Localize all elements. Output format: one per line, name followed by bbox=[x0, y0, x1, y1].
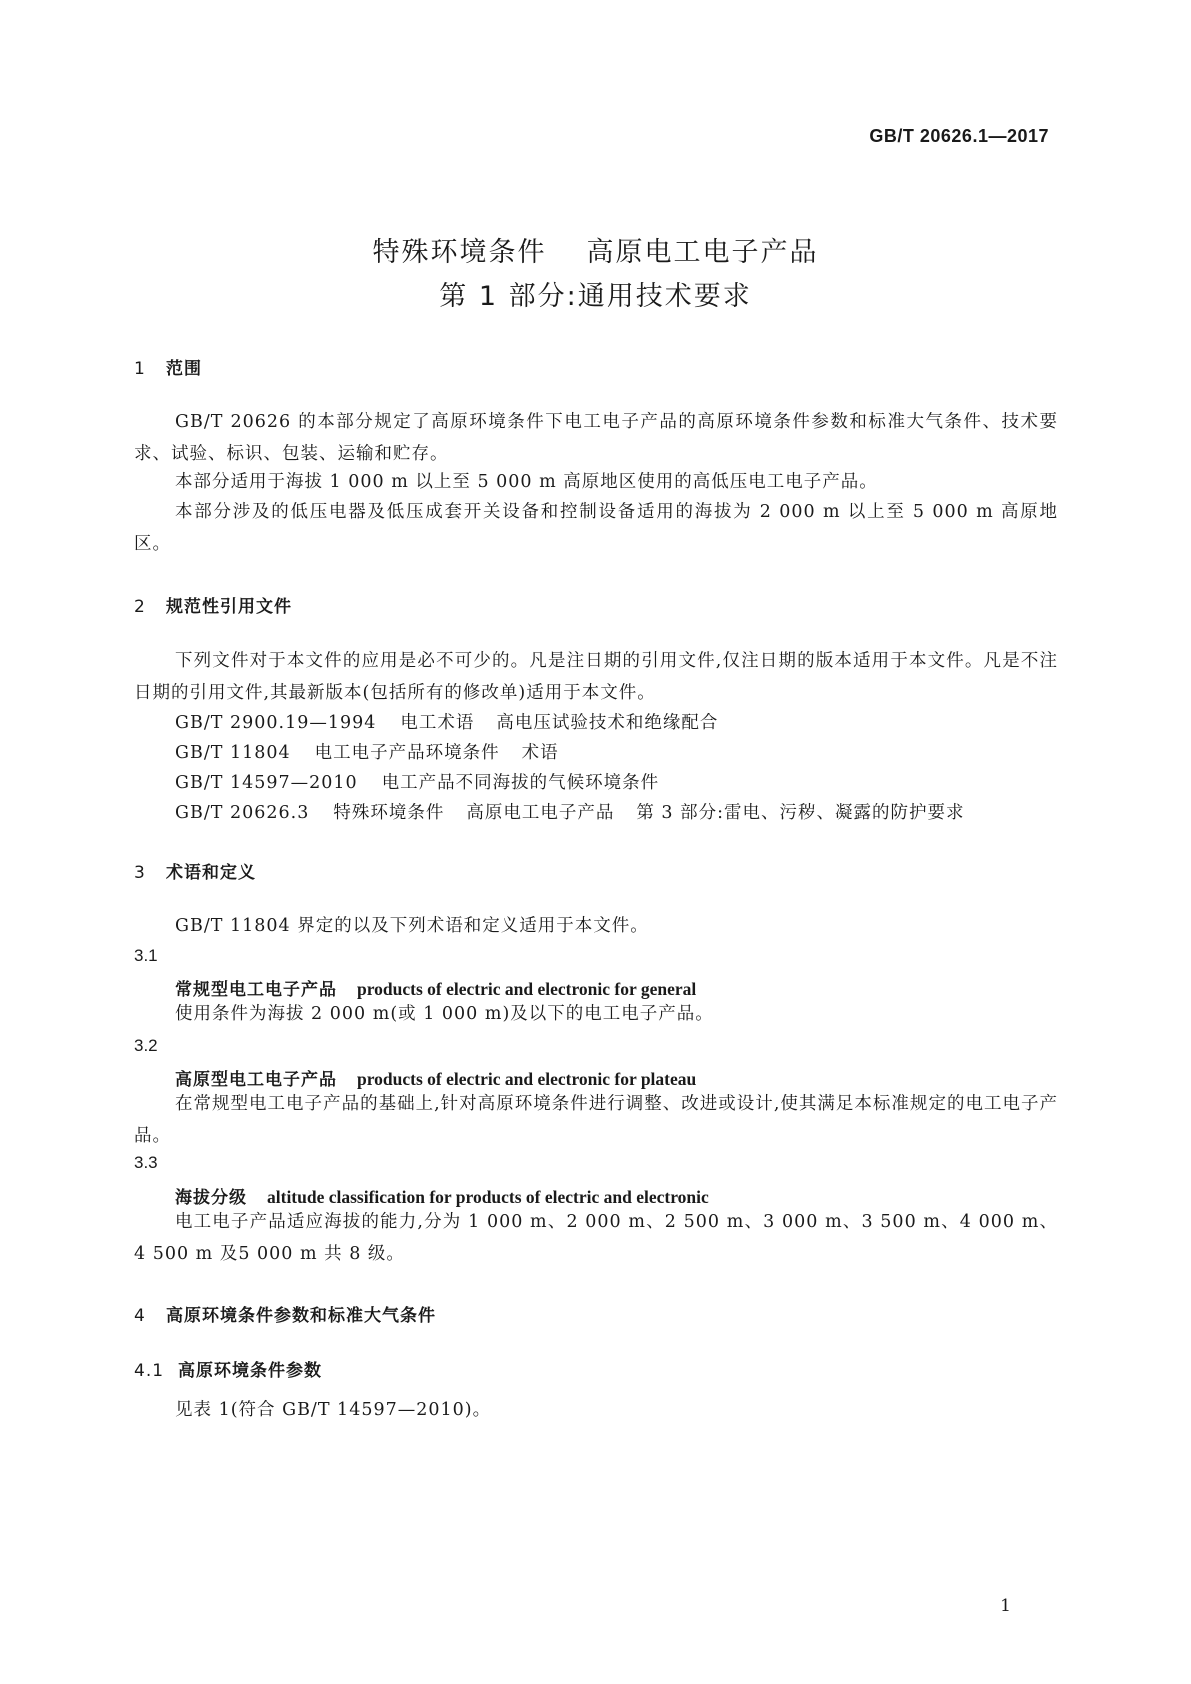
subsection-title: 高原环境条件参数 bbox=[178, 1361, 322, 1381]
term-number: 3.2 bbox=[134, 1036, 158, 1055]
standard-code: GB/T 20626.1—2017 bbox=[869, 126, 1049, 146]
document-title-line2: 第 1 部分:通用技术要求 bbox=[439, 281, 752, 312]
reference-title: 电工术语 bbox=[400, 713, 475, 733]
term-heading bbox=[175, 1183, 709, 1208]
reference-title: 特殊环境条件 bbox=[333, 803, 445, 823]
subsection-4-1-paragraph: 见表 1(符合 GB/T 14597—2010)。 bbox=[175, 1400, 492, 1420]
reference-code: GB/T 11804 bbox=[175, 743, 291, 763]
section-title: 术语和定义 bbox=[166, 863, 256, 883]
reference-code: GB/T 14597—2010 bbox=[175, 773, 358, 793]
subsection-4-1-heading bbox=[134, 1356, 322, 1381]
normative-reference bbox=[175, 769, 659, 794]
term-en: altitude classification for products of electric and electronic bbox=[267, 1187, 709, 1207]
reference-title: 术语 bbox=[521, 743, 559, 763]
section-number: 4 bbox=[134, 1306, 146, 1326]
title-part-b: 高原电工电子产品 bbox=[586, 237, 819, 268]
reference-title: 电工电子产品环境条件 bbox=[314, 743, 500, 763]
reference-title: 高原电工电子产品 bbox=[466, 803, 615, 823]
section-1-paragraph-1: GB/T 20626 的本部分规定了高原环境条件下电工电子产品的高原环境条件参数和标准大气条件、技术要求、试验、标识、包装、运输和贮存。 bbox=[134, 412, 1058, 464]
section-2-paragraph-1: 下列文件对于本文件的应用是必不可少的。凡是注日期的引用文件,仅注日期的版本适用于本文件。凡是不注日期的引用文件,其最新版本(包括所有的修改单)适用于本文件。 bbox=[134, 651, 1058, 703]
section-number: 3 bbox=[134, 863, 146, 883]
subsection-number: 4.1 bbox=[134, 1361, 165, 1381]
section-1-paragraph-3: 本部分涉及的低压电器及低压成套开关设备和控制设备适用的海拔为 2 000 m 以上至 5 000 m 高原地区。 bbox=[134, 502, 1058, 554]
term-en: products of electric and electronic for plateau bbox=[357, 1069, 697, 1089]
section-3-paragraph-1: GB/T 11804 界定的以及下列术语和定义适用于本文件。 bbox=[175, 916, 649, 936]
term-zh: 高原型电工电子产品 bbox=[175, 1070, 337, 1090]
reference-code: GB/T 2900.19—1994 bbox=[175, 713, 377, 733]
reference-title: 高电压试验技术和绝缘配合 bbox=[496, 713, 719, 733]
normative-reference bbox=[175, 739, 559, 764]
term-definition: 使用条件为海拔 2 000 m(或 1 000 m)及以下的电工电子产品。 bbox=[175, 1004, 714, 1024]
reference-code: GB/T 20626.3 bbox=[175, 803, 310, 823]
section-1-paragraph-2: 本部分适用于海拔 1 000 m 以上至 5 000 m 高原地区使用的高低压电工电子产品。 bbox=[175, 472, 878, 492]
term-zh: 常规型电工电子产品 bbox=[175, 980, 337, 1000]
term-definition: 在常规型电工电子产品的基础上,针对高原环境条件进行调整、改进或设计,使其满足本标准规定的电工电子产品。 bbox=[134, 1094, 1058, 1146]
term-definition: 电工电子产品适应海拔的能力,分为 1 000 m、2 000 m、2 500 m、3 000 m、3 500 m、4 000 m、4 500 m 及5 000 m 共 8 级。 bbox=[134, 1212, 1058, 1264]
section-1-heading bbox=[134, 354, 202, 379]
section-title: 范围 bbox=[166, 359, 202, 379]
section-2-heading bbox=[134, 592, 292, 617]
page-number: 1 bbox=[1000, 1596, 1011, 1616]
section-title: 规范性引用文件 bbox=[166, 597, 292, 617]
section-number: 2 bbox=[134, 597, 146, 617]
reference-title: 电工产品不同海拔的气候环境条件 bbox=[381, 773, 660, 793]
term-zh: 海拔分级 bbox=[175, 1188, 247, 1208]
normative-reference bbox=[175, 709, 718, 734]
term-number: 3.3 bbox=[134, 1153, 158, 1172]
section-number: 1 bbox=[134, 359, 146, 379]
section-title: 高原环境条件参数和标准大气条件 bbox=[166, 1306, 436, 1326]
term-en: products of electric and electronic for general bbox=[357, 979, 697, 999]
term-heading bbox=[175, 1065, 696, 1090]
document-title-line1 bbox=[0, 230, 1191, 269]
term-number: 3.1 bbox=[134, 946, 158, 965]
reference-title: 第 3 部分:雷电、污秽、凝露的防护要求 bbox=[636, 803, 965, 823]
section-4-heading bbox=[134, 1301, 436, 1326]
section-3-heading bbox=[134, 858, 256, 883]
term-heading bbox=[175, 975, 696, 1000]
normative-reference bbox=[175, 799, 965, 824]
title-part-a: 特殊环境条件 bbox=[372, 237, 547, 268]
